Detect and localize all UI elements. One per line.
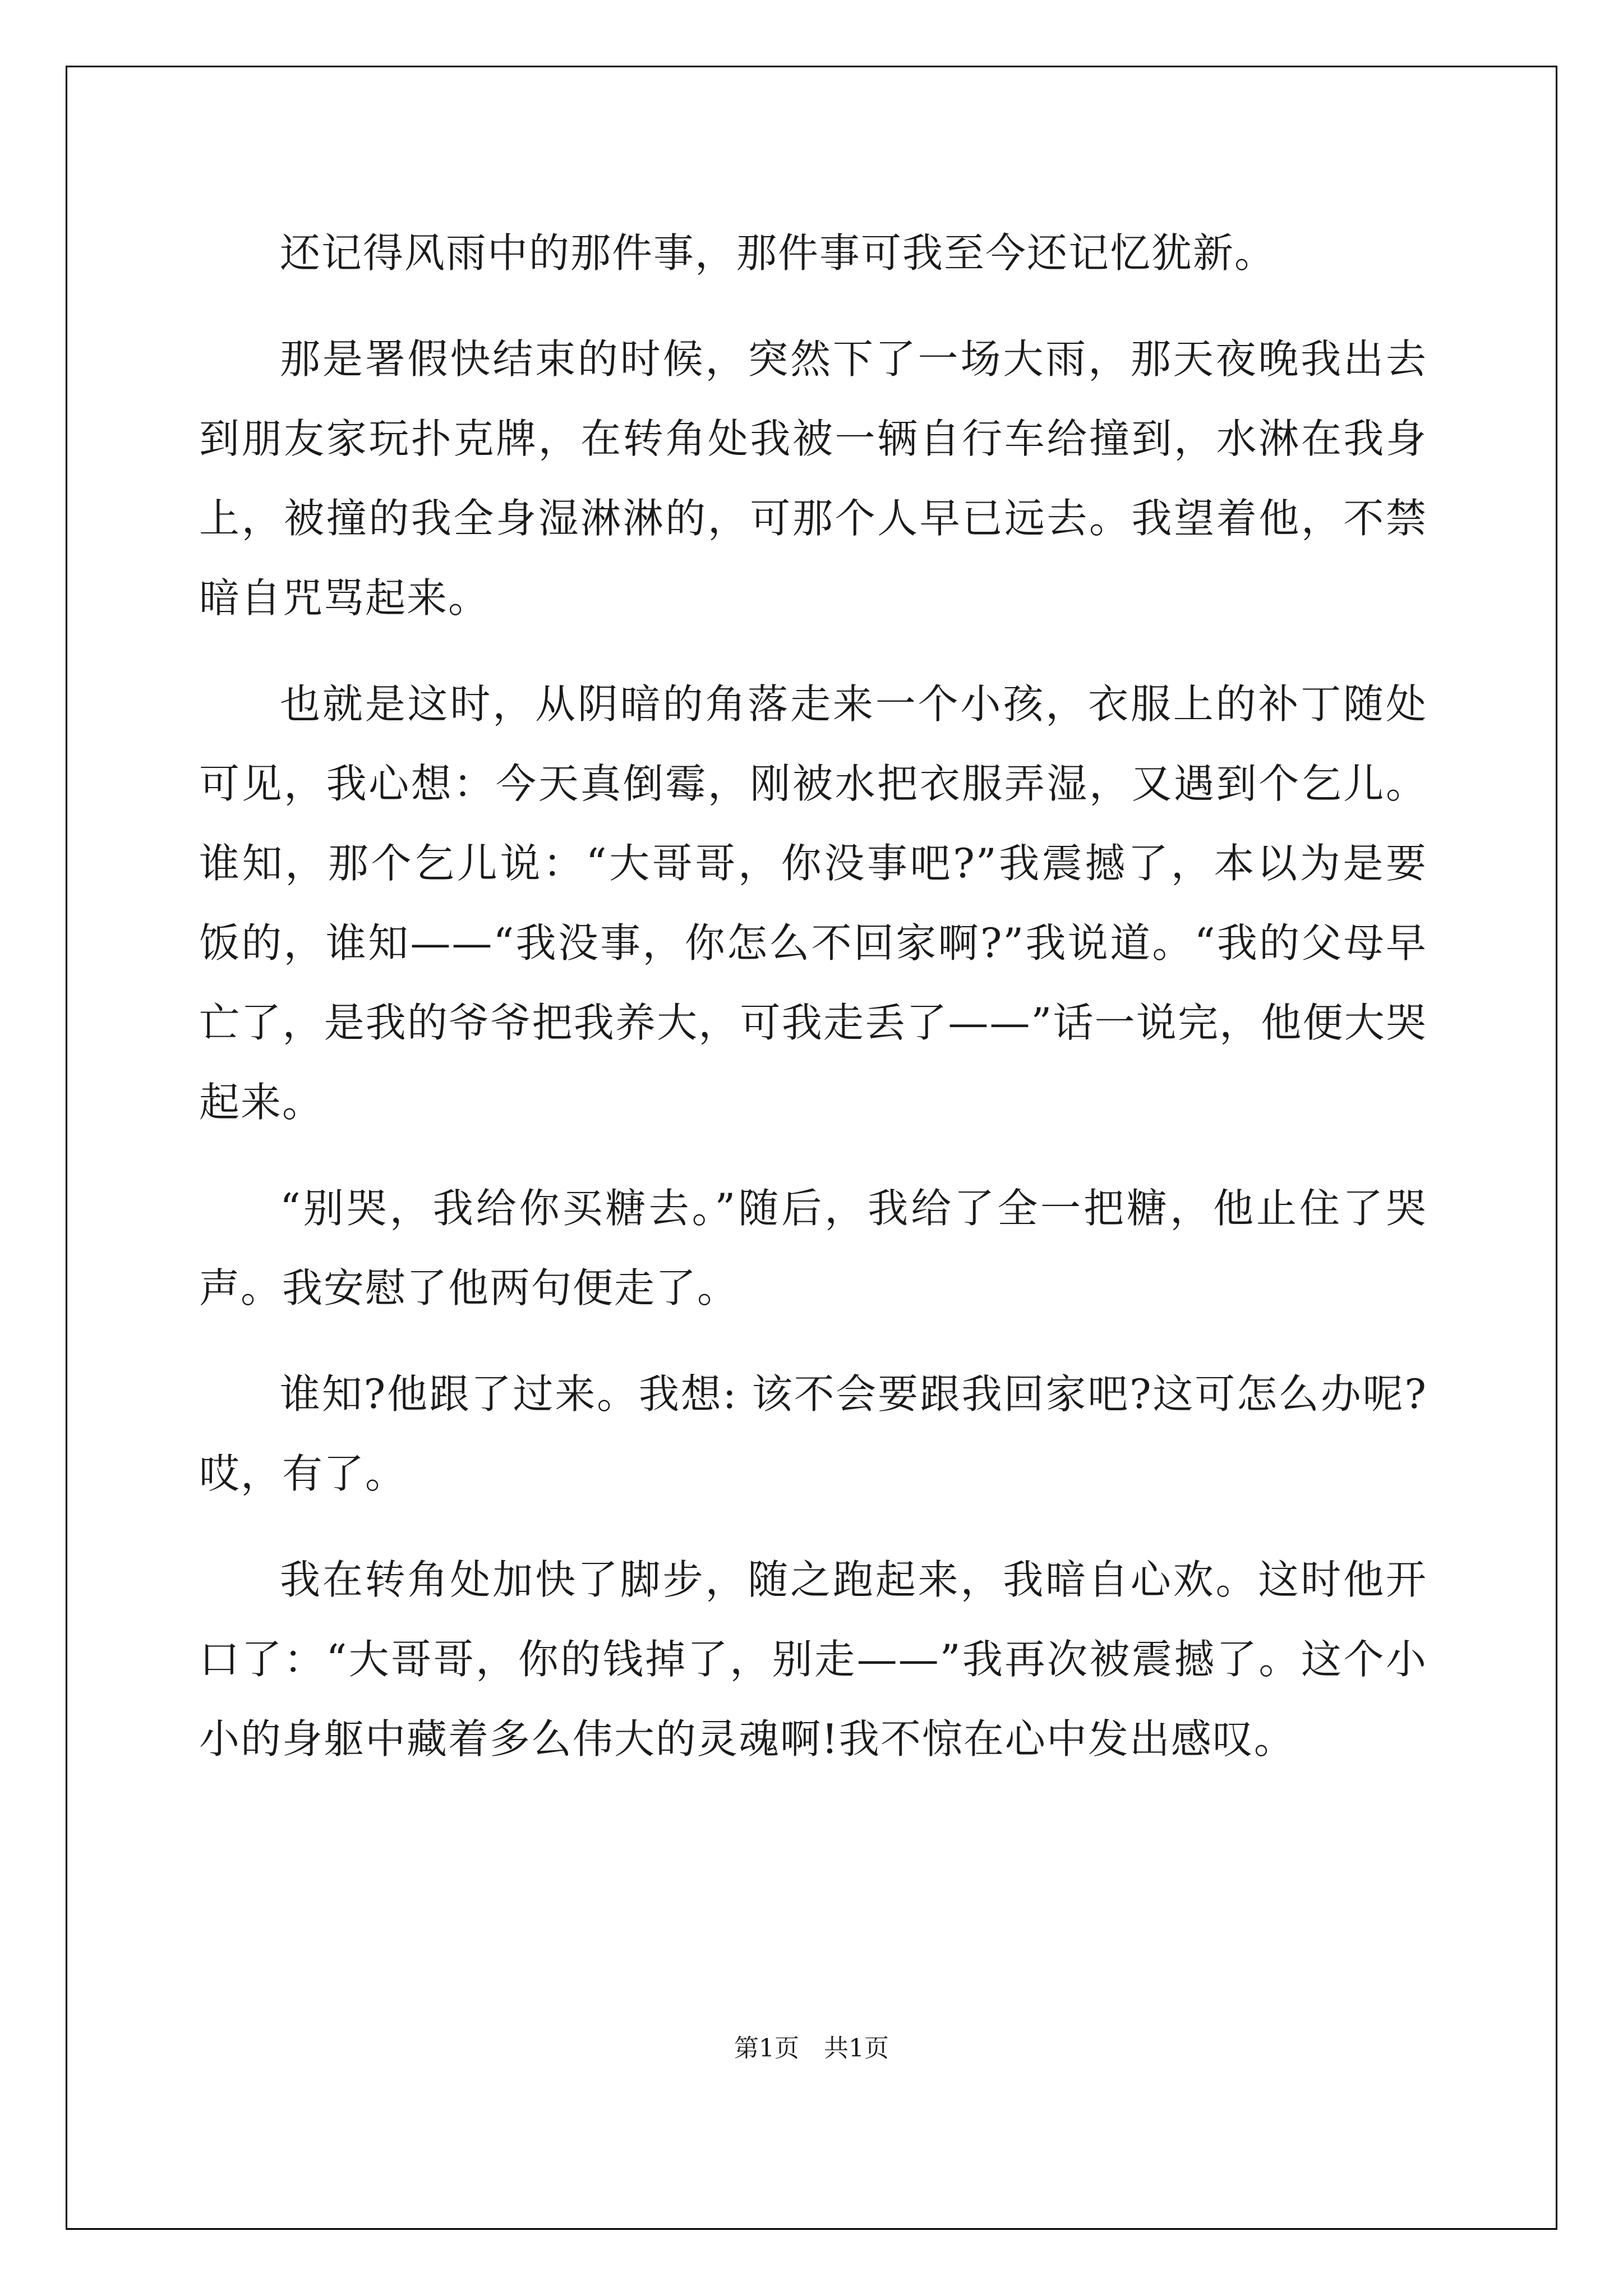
paragraph: 也就是这时，从阴暗的角落走来一个小孩，衣服上的补丁随处可见，我心想：今天真倒霉，刚被水把衣服弄湿，又遇到个乞儿。谁知，那个乞儿说：“大哥哥，你没事吧?”我震撼了，本以为是要饭的，谁知——“我没事，你怎么不回家啊?”我说道。“我的父母早亡了，是我的爷爷把我养大，可我走丢了——”话一说完，他便大哭起来。 xyxy=(199,680,1427,1126)
paragraph: 我在转角处加快了脚步，随之跑起来，我暗自心欢。这时他开口了：“大哥哥，你的钱掉了，别走——”我再次被震撼了。这个小小的身躯中藏着多么伟大的灵魂啊!我不惊在心中发出感叹。 xyxy=(199,1556,1427,1763)
paragraph: 谁知?他跟了过来。我想: 该不会要跟我回家吧?这可怎么办呢?哎，有了。 xyxy=(199,1370,1427,1497)
paragraph: 还记得风雨中的那件事，那件事可我至今还记忆犹新。 xyxy=(280,229,1276,277)
page-number: 第1页 共1页 xyxy=(734,2034,889,2063)
paragraph: “别哭，我给你买糖去。”随后，我给了全一把糖，他止住了哭声。我安慰了他两句便走了。 xyxy=(199,1185,1427,1312)
document-body xyxy=(199,213,1427,1805)
paragraph: 那是署假快结束的时候，突然下了一场大雨，那天夜晚我出去到朋友家玩扑克牌，在转角处我被一辆自行车给撞到，水淋在我身上，被撞的我全身湿淋淋的，可那个人早已远去。我望着他，不禁暗自咒骂起来。 xyxy=(199,335,1427,622)
